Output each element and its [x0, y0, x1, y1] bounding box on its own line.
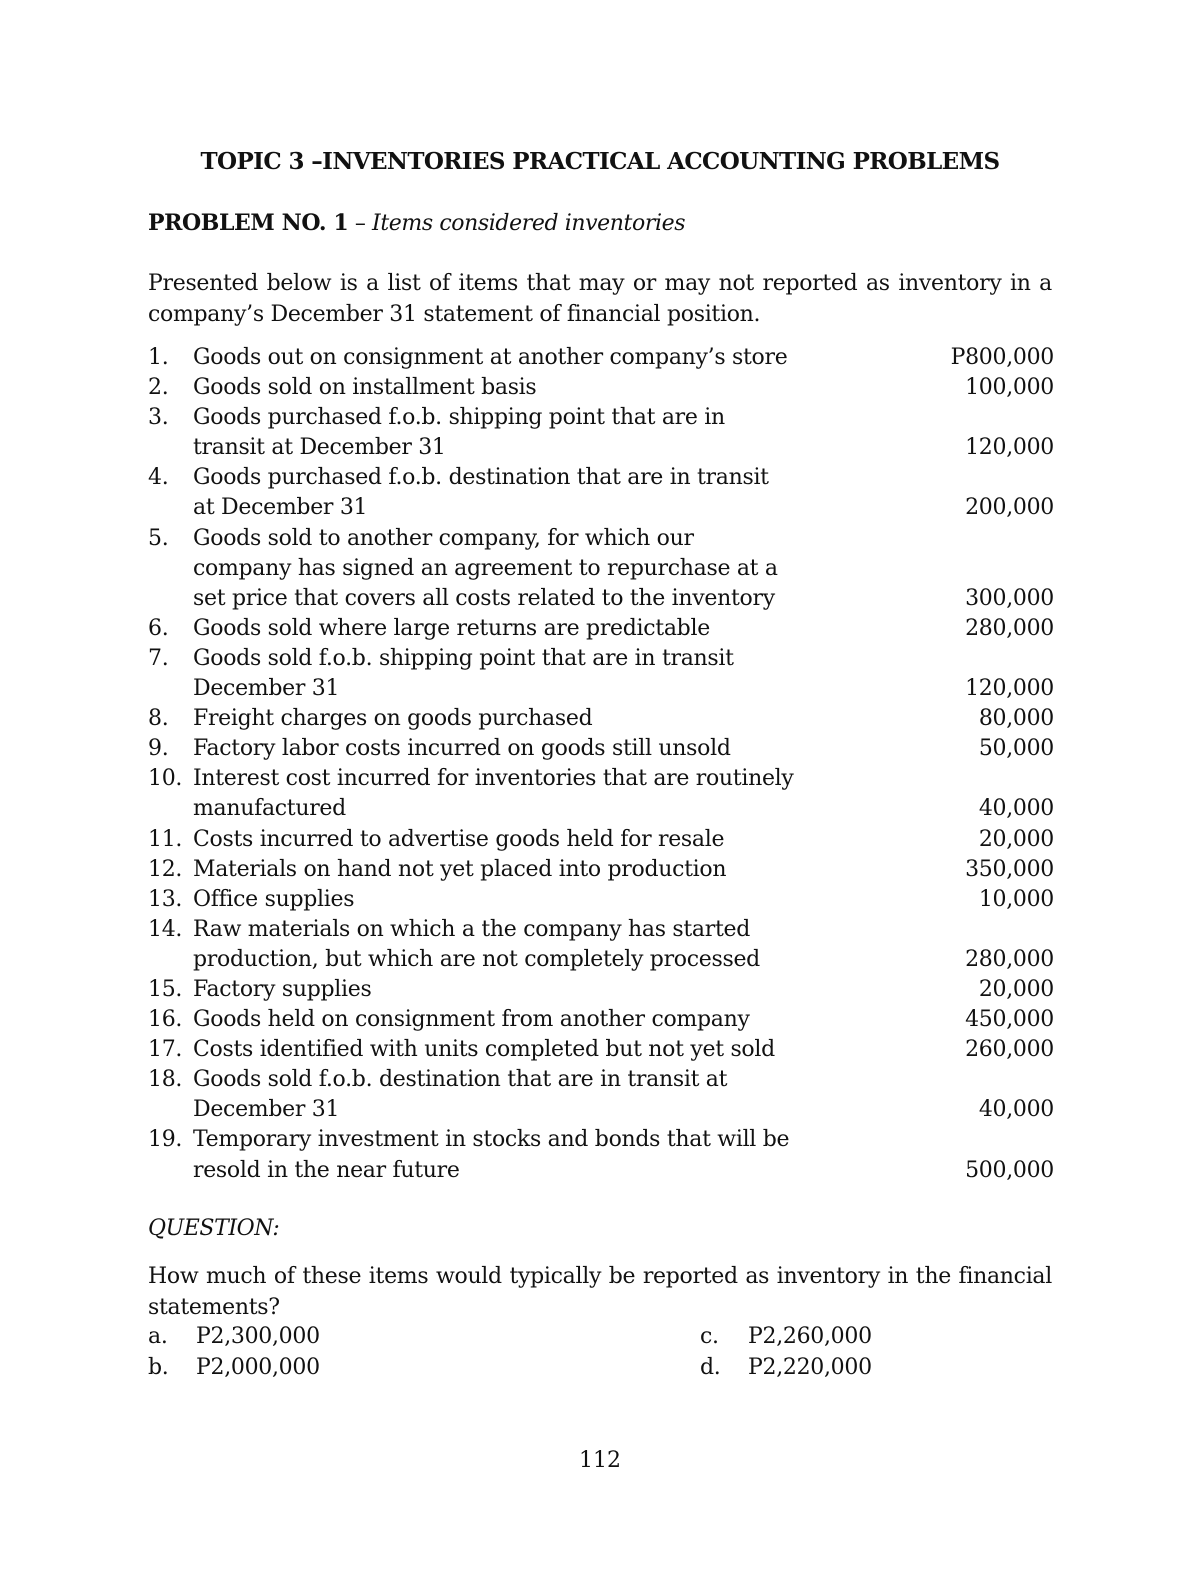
list-item: [148, 463, 1054, 493]
list-item-continuation: [148, 554, 1054, 584]
item-amount: 40,000: [978, 1097, 1054, 1123]
list-item: [148, 885, 1054, 915]
choice-value: P2,260,000: [748, 1324, 872, 1349]
item-amount: 200,000: [965, 495, 1054, 521]
item-amount: 280,000: [965, 946, 1054, 972]
item-number: 19.: [148, 1127, 183, 1153]
item-number: 1.: [148, 345, 169, 370]
list-item: [148, 734, 1054, 764]
item-description: Temporary investment in stocks and bonds that will be: [193, 1127, 790, 1153]
item-description: December 31: [193, 1097, 340, 1123]
item-amount: 260,000: [965, 1037, 1054, 1063]
list-item: [148, 915, 1054, 945]
item-amount: 300,000: [965, 585, 1054, 611]
item-description: Raw materials on which a the company has started: [193, 916, 750, 942]
item-number: 18.: [148, 1067, 183, 1093]
item-amount: 80,000: [978, 706, 1054, 732]
item-number: 5.: [148, 525, 169, 551]
choice-b: [148, 1353, 320, 1383]
item-description: Costs incurred to advertise goods held for resale: [193, 826, 725, 852]
item-number: 13.: [148, 886, 183, 912]
item-number: 4.: [148, 465, 169, 491]
item-description: December 31: [193, 676, 340, 702]
problem-dash: –: [348, 211, 373, 236]
list-item: [148, 524, 1054, 554]
list-item: [148, 644, 1054, 674]
item-number: 9.: [148, 736, 169, 762]
item-description: Freight charges on goods purchased: [193, 706, 593, 732]
choice-c: [700, 1322, 872, 1352]
list-item: [148, 373, 1054, 403]
item-number: 14.: [148, 916, 183, 942]
list-item: [148, 1125, 1054, 1155]
item-amount: 50,000: [978, 736, 1054, 762]
item-description: transit at December 31: [193, 435, 446, 461]
item-description: manufactured: [193, 796, 346, 822]
item-amount: 20,000: [978, 976, 1054, 1002]
list-item-continuation: [148, 493, 1054, 523]
choice-d: [700, 1353, 872, 1383]
choice-letter: a.: [148, 1324, 168, 1349]
choice-a: [148, 1322, 320, 1352]
item-description: at December 31: [193, 495, 368, 521]
item-amount: 100,000: [965, 375, 1054, 401]
item-description: Goods sold where large returns are predictable: [193, 615, 710, 641]
problem-subtitle: Items considered inventories: [372, 211, 686, 236]
choice-letter: d.: [700, 1355, 721, 1380]
choice-value: P2,000,000: [196, 1355, 320, 1380]
list-item-continuation: [148, 1156, 1054, 1186]
item-description: Factory supplies: [193, 976, 372, 1002]
item-amount: 20,000: [978, 826, 1054, 852]
item-description: set price that covers all costs related to the inventory: [193, 585, 775, 611]
item-description: Interest cost incurred for inventories that are routinely: [193, 766, 794, 792]
list-item: [148, 343, 1054, 373]
intro-paragraph: Presented below is a list of items that may or may not reported as inventory in a company’s December 31 statement of financial position.: [148, 271, 1052, 327]
list-item: [148, 975, 1054, 1005]
item-number: 16.: [148, 1007, 183, 1033]
item-amount: 120,000: [965, 676, 1054, 702]
item-description: Costs identified with units completed but not yet sold: [193, 1037, 775, 1063]
page-title: TOPIC 3 –INVENTORIES PRACTICAL ACCOUNTING PROBLEMS: [200, 148, 1000, 175]
item-number: 2.: [148, 375, 169, 401]
list-item-continuation: [148, 674, 1054, 704]
item-description: Goods sold on installment basis: [193, 375, 537, 401]
item-description: resold in the near future: [193, 1157, 460, 1183]
item-amount: 40,000: [978, 796, 1054, 822]
list-item: [148, 855, 1054, 885]
list-item: [148, 825, 1054, 855]
list-item: [148, 1065, 1054, 1095]
list-item-continuation: [148, 945, 1054, 975]
items-list: [148, 343, 1054, 1186]
item-amount: 350,000: [965, 856, 1054, 882]
item-description: Goods purchased f.o.b. shipping point that are in: [193, 405, 725, 431]
item-amount: 280,000: [965, 615, 1054, 641]
item-number: 8.: [148, 706, 169, 732]
choice-value: P2,300,000: [196, 1324, 320, 1349]
problem-label: PROBLEM NO. 1: [148, 210, 349, 236]
question-text: How much of these items would typically be reported as inventory in the financial statements?: [148, 1264, 1052, 1320]
item-amount: 10,000: [978, 886, 1054, 912]
item-description: Goods sold to another company, for which our: [193, 525, 694, 551]
list-item: [148, 614, 1054, 644]
item-number: 7.: [148, 645, 169, 671]
item-number: 17.: [148, 1037, 183, 1063]
item-number: 11.: [148, 826, 183, 852]
item-amount: 450,000: [965, 1007, 1054, 1033]
page-number: 112: [579, 1448, 621, 1473]
item-description: Goods out on consignment at another company’s store: [193, 345, 788, 370]
item-description: production, but which are not completely processed: [193, 946, 760, 972]
item-amount: 500,000: [965, 1157, 1054, 1183]
item-number: 10.: [148, 766, 183, 792]
item-description: Factory labor costs incurred on goods still unsold: [193, 736, 731, 762]
choice-value: P2,220,000: [748, 1355, 872, 1380]
list-item-continuation: [148, 433, 1054, 463]
item-number: 3.: [148, 405, 169, 431]
item-description: Office supplies: [193, 886, 355, 912]
item-description: Goods sold f.o.b. destination that are in transit at: [193, 1067, 728, 1093]
item-number: 15.: [148, 976, 183, 1002]
list-item: [148, 1005, 1054, 1035]
item-description: Goods sold f.o.b. shipping point that are in transit: [193, 645, 734, 671]
list-item: [148, 403, 1054, 433]
list-item-continuation: [148, 794, 1054, 824]
list-item: [148, 704, 1054, 734]
item-description: Materials on hand not yet placed into production: [193, 856, 727, 882]
list-item: [148, 1035, 1054, 1065]
item-description: company has signed an agreement to repurchase at a: [193, 555, 778, 581]
list-item-continuation: [148, 1095, 1054, 1125]
item-description: Goods held on consignment from another company: [193, 1007, 750, 1033]
item-amount: 120,000: [965, 435, 1054, 461]
item-description: Goods purchased f.o.b. destination that are in transit: [193, 465, 769, 491]
list-item-continuation: [148, 584, 1054, 614]
choice-letter: b.: [148, 1355, 169, 1380]
list-item: [148, 764, 1054, 794]
choice-letter: c.: [700, 1324, 719, 1349]
question-label: QUESTION:: [148, 1216, 280, 1241]
problem-heading: [148, 210, 685, 236]
item-number: 12.: [148, 856, 183, 882]
item-amount: P800,000: [950, 345, 1054, 370]
item-number: 6.: [148, 615, 169, 641]
